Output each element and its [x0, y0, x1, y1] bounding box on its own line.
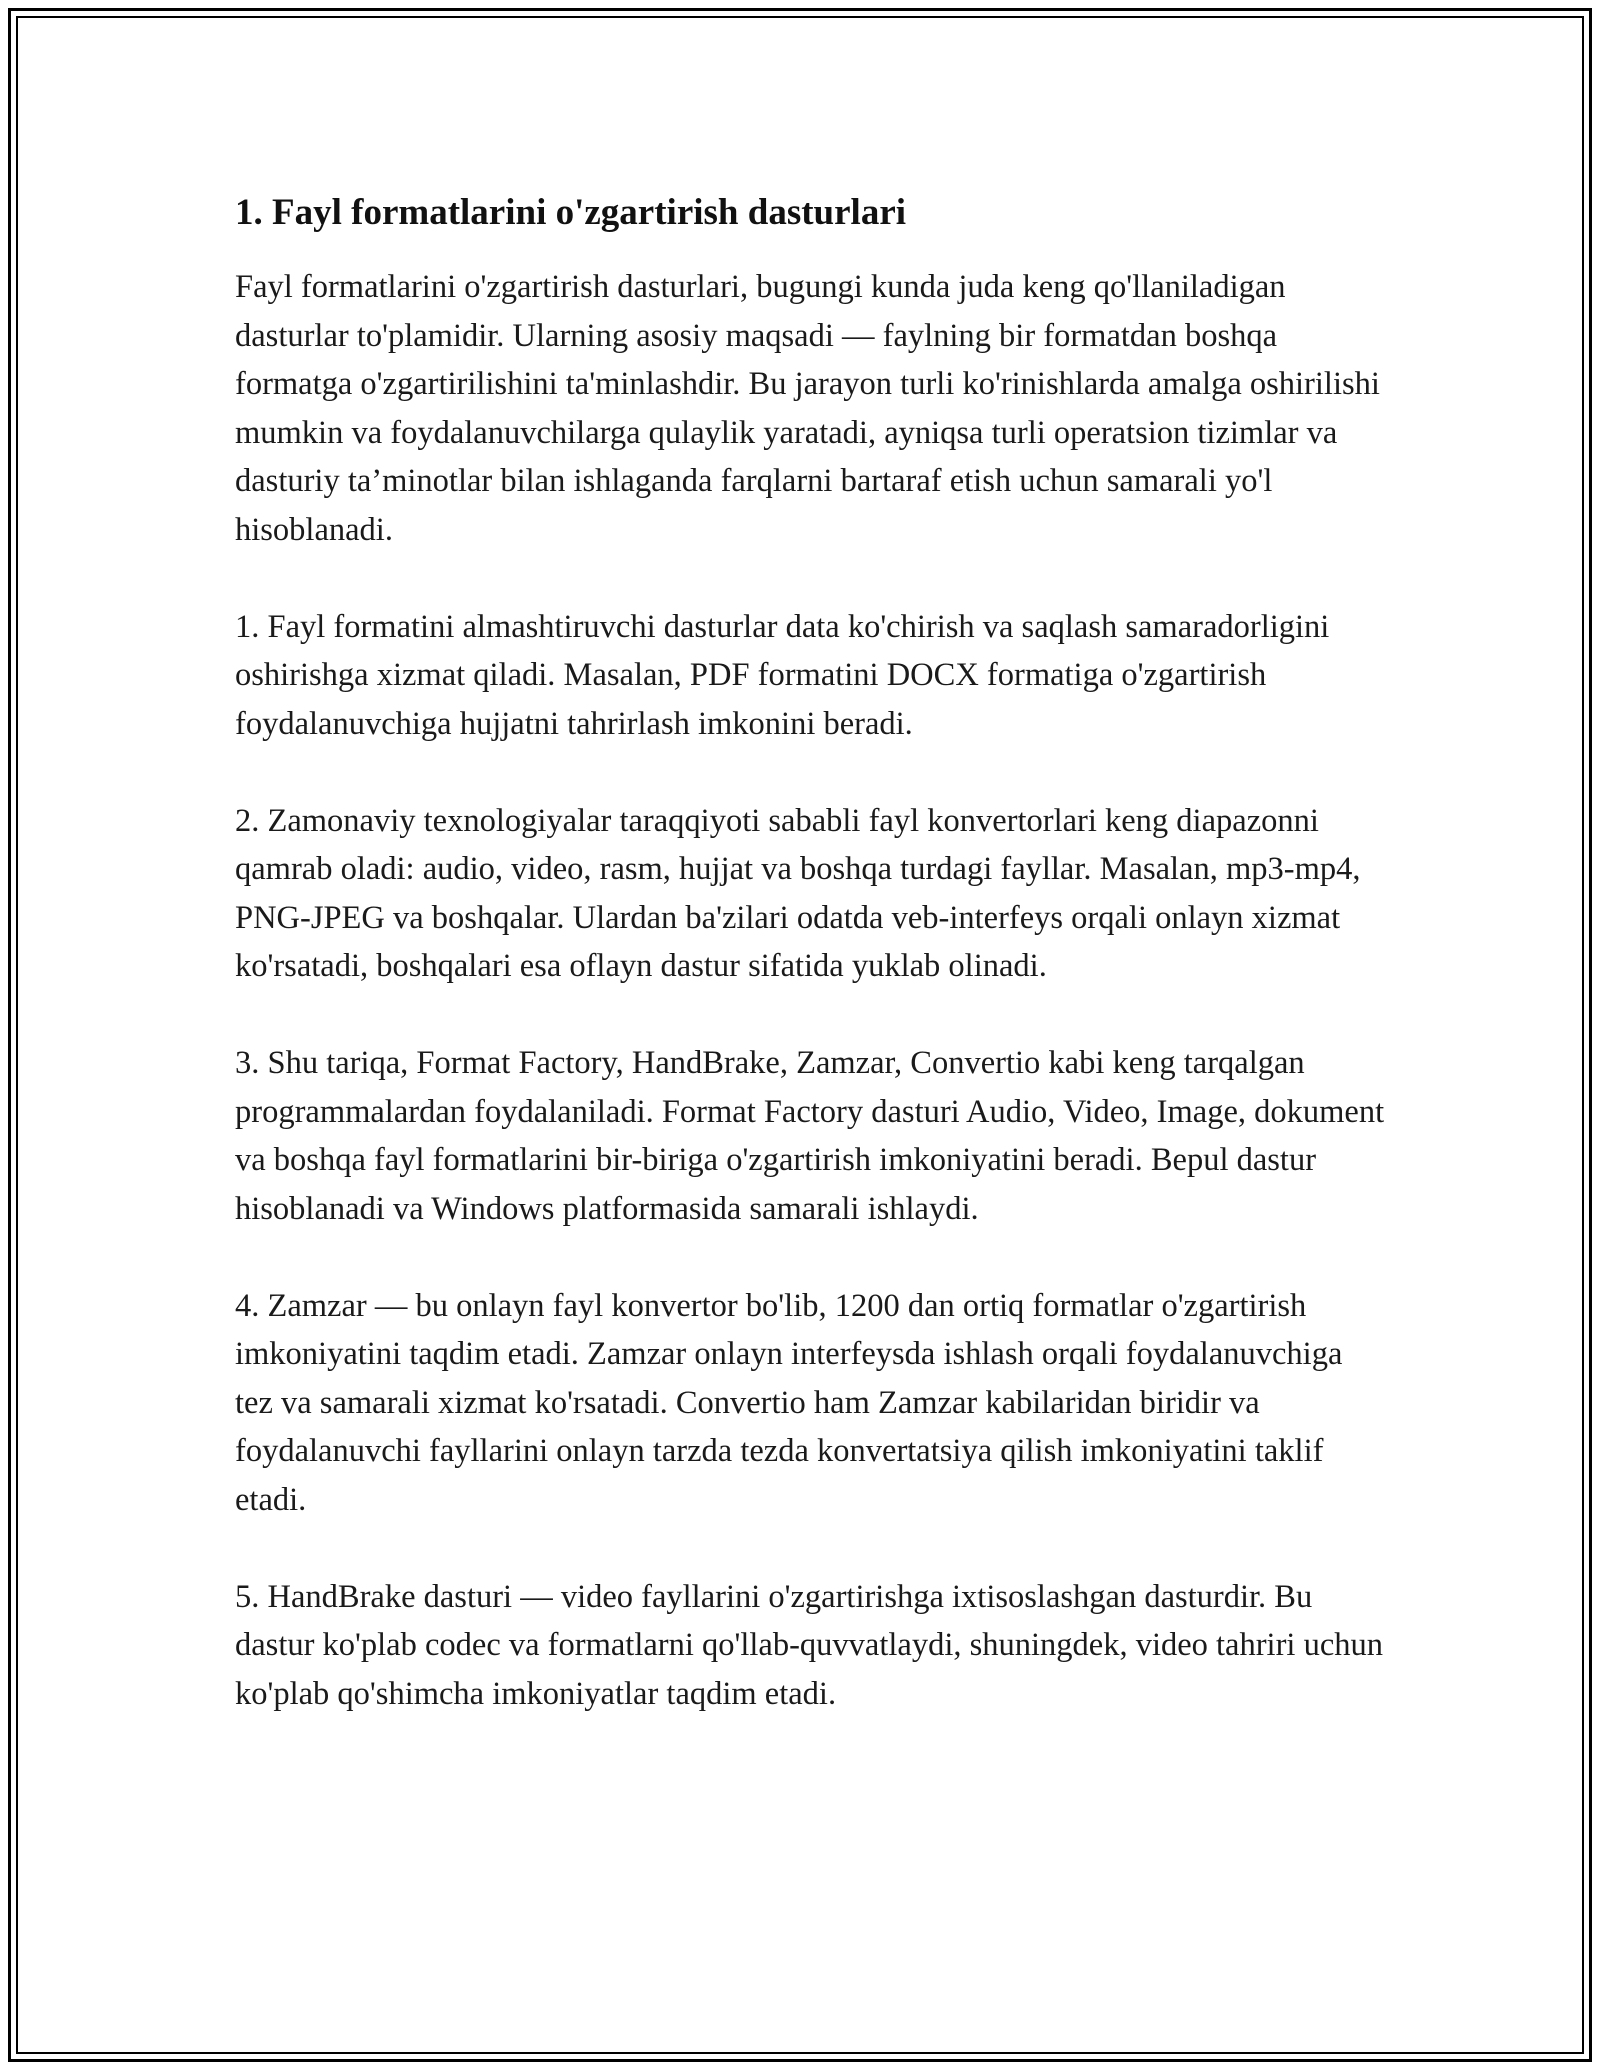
list-item-2: 2. Zamonaviy texnologiyalar taraqqiyoti sababli fayl konvertorlari keng diapazonni qamrab oladi: audio, video, rasm, hujjat va boshqa turdagi fayllar. Masalan, mp3-mp4, PNG-JPEG va boshqalar. Ulardan ba'zilari odatda veb-interfeys orqali onlayn xizmat ko'rsatadi, boshqalari esa oflayn dastur sifatida yuklab olinadi. — [235, 802, 1361, 984]
list-item-5: 5. HandBrake dasturi — video fayllarini o'zgartirishga ixtisoslashgan dasturdir. Bu dastur ko'plab codec va formatlarni qo'llab-quvvatlaydi, shuningdek, video tahriri uchun ko'plab qo'shimcha imkoniyatlar taqdim etadi. — [235, 1578, 1383, 1712]
list-item-3: 3. Shu tariqa, Format Factory, HandBrake, Zamzar, Convertio kabi keng tarqalgan programmalardan foydalaniladi. Format Factory dasturi Audio, Video, Image, dokument va boshqa fayl formatlarini bir-biriga o'zgartirish imkoniyatini beradi. Bepul dastur hisoblanadi va Windows platformasida samarali ishlaydi. — [235, 1045, 1385, 1227]
document-title: 1. Fayl formatlarini o'zgartirish dasturlari — [235, 192, 907, 233]
document-body — [235, 189, 1385, 1718]
list-item-1: 1. Fayl formatini almashtiruvchi dasturlar data ko'chirish va saqlash samaradorligini oshirishga xizmat qiladi. Masalan, PDF formatini DOCX formatiga o'zgartirish foydalanuvchiga hujjatni tahrirlash imkonini beradi. — [235, 608, 1330, 742]
intro-paragraph: Fayl formatlarini o'zgartirish dasturlari, bugungi kunda juda keng qo'llaniladigan dasturlar to'plamidir. Ularning asosiy maqsadi — faylning bir formatdan boshqa formatga o'zgartirilishini ta'minlashdir. Bu jarayon turli ko'rinishlarda amalga oshirilishi mumkin va foydalanuvchilarga qulaylik yaratadi, ayniqsa turli operatsion tizimlar va dasturiy ta’minotlar bilan ishlaganda farqlarni bartaraf etish uchun samarali yo'l hisoblanadi. — [235, 269, 1380, 548]
list-item-4: 4. Zamzar — bu onlayn fayl konvertor bo'lib, 1200 dan ortiq formatlar o'zgartirish imkoniyatini taqdim etadi. Zamzar onlayn interfeysda ishlash orqali foydalanuvchiga tez va samarali xizmat ko'rsatadi. Convertio ham Zamzar kabilaridan biridir va foydalanuvchi fayllarini onlayn tarzda tezda konvertatsiya qilish imkoniyatini taklif etadi. — [235, 1287, 1343, 1518]
